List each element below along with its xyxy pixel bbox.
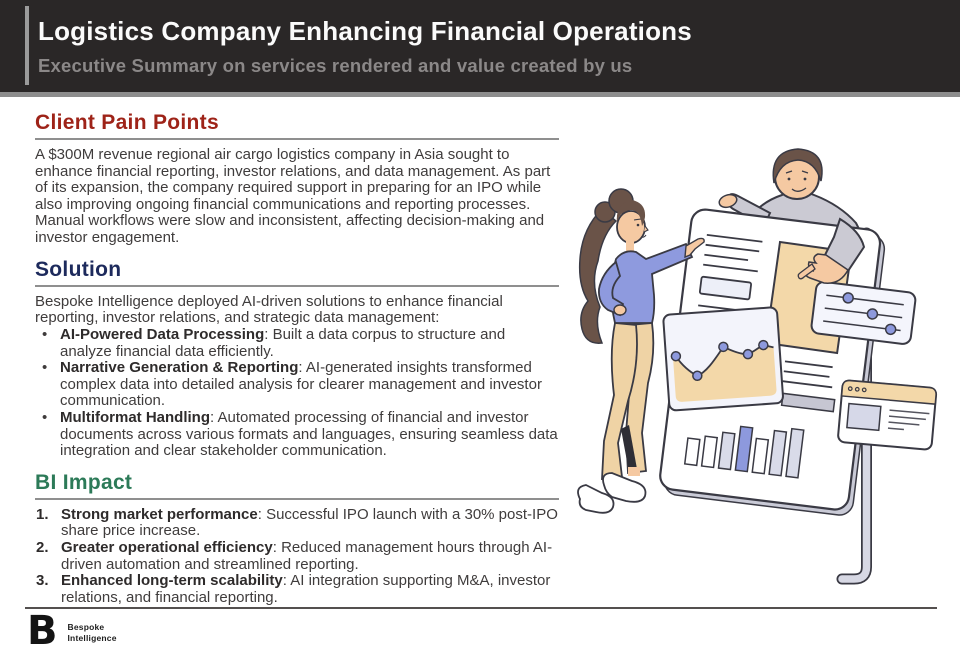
solution-intro-paragraph: Bespoke Intelligence deployed AI-driven solutions to enhance financial reporting, investor relations, and strategic data management: xyxy=(35,292,503,327)
brand-line-2: Intelligence xyxy=(67,633,117,644)
solution-bullet-list xyxy=(35,327,559,460)
line-chart-card xyxy=(663,307,783,411)
list-item xyxy=(35,327,559,360)
slider-card xyxy=(811,281,917,345)
page-title: Logistics Company Enhancing Financial Operations xyxy=(38,16,692,46)
list-number: 3. xyxy=(36,572,49,590)
list-item xyxy=(35,410,559,460)
section-heading-client-pain-points: Client Pain Points xyxy=(35,111,219,134)
brand-line-1: Bespoke xyxy=(67,622,105,632)
bullet-term: AI-Powered Data Processing xyxy=(60,325,265,343)
pain-points-paragraph: A $300M revenue regional air cargo logistics company in Asia sought to enhance financial reporting, investor relations, and data management. As part of its expansion, the company required support in preparing for an IPO while also improving ongoing financial communications and reporting processes. Manual workflows were slow and inconsistent, affecting decision-making and investor engagement. xyxy=(35,146,551,247)
footer-rule xyxy=(25,607,937,609)
impact-term: Enhanced long-term scalability xyxy=(61,572,283,590)
section-heading-solution: Solution xyxy=(35,257,122,281)
illustration-people-presenting-charts xyxy=(558,133,960,605)
bullet-marker: • xyxy=(42,359,48,377)
impact-term: Greater operational efficiency xyxy=(61,538,273,556)
list-item xyxy=(35,507,559,540)
section-rule xyxy=(35,138,559,140)
bullet-marker: • xyxy=(42,325,48,343)
impact-text: : Successful IPO launch with a 30% post-IPO share price increase. xyxy=(61,505,558,540)
bullet-term: Multiformat Handling xyxy=(60,408,210,426)
list-number: 1. xyxy=(36,505,49,523)
browser-card xyxy=(838,380,937,450)
browser-image-placeholder xyxy=(847,404,881,431)
header-bar xyxy=(0,0,960,92)
impact-numbered-list xyxy=(35,507,559,607)
content-column xyxy=(35,111,559,606)
section-rule xyxy=(35,285,559,287)
company-logo xyxy=(27,608,117,654)
list-item xyxy=(35,540,559,573)
bullet-marker: • xyxy=(42,408,48,426)
bullet-text: : Automated processing of financial and investor documents across various formats and languages, ensuring seamless data integration and clear stakeholder communication. xyxy=(60,408,558,460)
bullet-term: Narrative Generation & Reporting xyxy=(60,359,299,377)
section-heading-bi-impact: BI Impact xyxy=(35,470,133,494)
header-accent-bar xyxy=(25,6,29,85)
list-item xyxy=(35,573,559,606)
logo-b-mark: B xyxy=(27,608,58,654)
page-subtitle: Executive Summary on services rendered and value created by us xyxy=(38,55,633,76)
impact-text: : Reduced management hours through AI-driven automation and streamlined reporting. xyxy=(61,538,553,573)
logo-wordmark xyxy=(68,622,117,645)
list-item xyxy=(35,360,559,410)
impact-text: : AI integration supporting M&A, investor relations, and financial reporting. xyxy=(61,572,551,606)
list-number: 2. xyxy=(36,538,49,556)
impact-term: Strong market performance xyxy=(61,505,258,523)
header-divider-strip xyxy=(0,92,960,97)
bullet-text: : Built a data corpus to structure and analyze financial data efficiently. xyxy=(60,325,506,360)
section-rule xyxy=(35,498,559,500)
bullet-text: : AI-generated insights transformed complex data into detailed analysis for clearer management and investor communication. xyxy=(60,359,542,410)
